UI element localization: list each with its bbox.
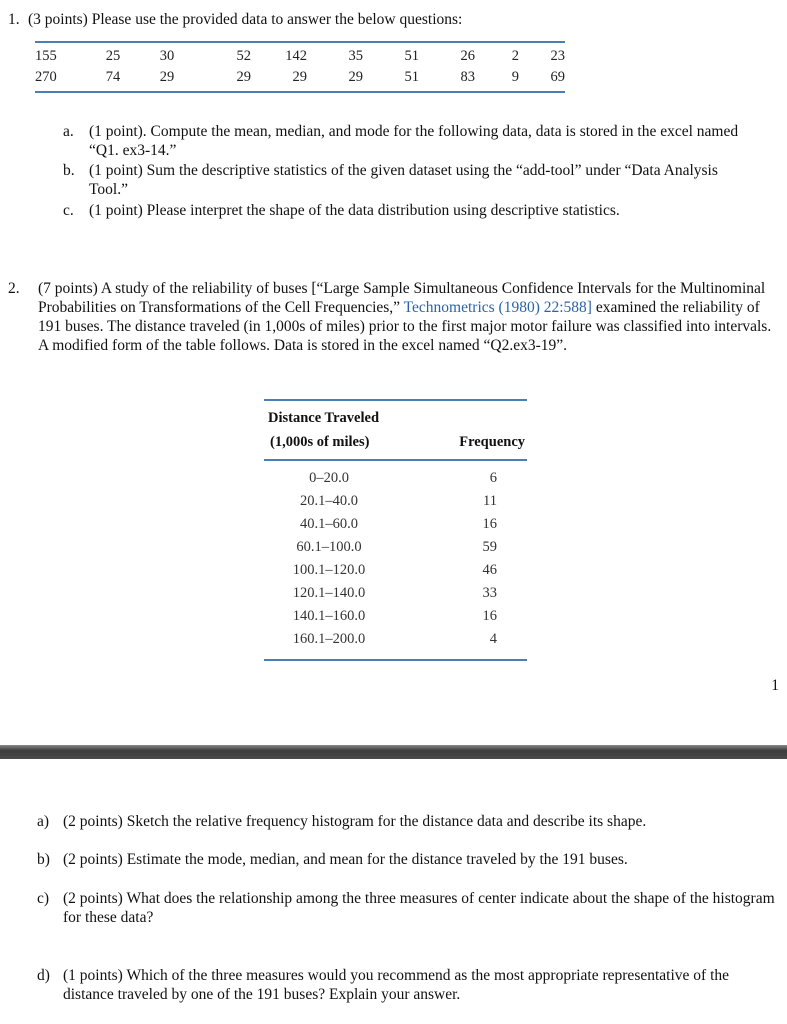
page-number: 1 [771, 677, 779, 694]
question-2-number: 2. [8, 280, 20, 297]
table-row [264, 561, 527, 584]
table-cell: 9 [511, 69, 519, 85]
q2-text-after: examined the reliability of 191 buses. The distance traveled (in 1,000s of miles) prior to the first major motor failure was classified into intervals. A modified form of the table follows. Data is stored in the excel named “Q2.ex3-19”. [38, 299, 772, 354]
sub-text: (1 point) Please interpret the shape of the data distribution using descriptive statistics. [89, 202, 620, 219]
sub-text: (1 point). Compute the mean, median, and mode for the following data, data is stored in the excel named “Q1. ex3-14.” [89, 123, 739, 159]
header-distance-line1: Distance Traveled [268, 410, 380, 426]
sub-label: b. [63, 162, 75, 179]
table-cell: 30 [159, 48, 175, 64]
table-cell: 155 [35, 48, 57, 64]
sub-label: a. [63, 123, 74, 140]
table-top-rule [35, 41, 565, 43]
table-row [35, 46, 565, 67]
table-cell: 51 [404, 48, 419, 64]
table-body [264, 461, 527, 659]
frequency-cell: 59 [482, 539, 497, 555]
distance-frequency-table [264, 399, 527, 661]
sub-text: (1 points) Which of the three measures would you recommend as the most appropriate representative of the distance traveled by one of the 191 buses? Explain your answer. [63, 967, 730, 1003]
header-distance-line2: (1,000s of miles) [270, 434, 370, 450]
frequency-cell: 11 [483, 493, 497, 509]
table-cell: 29 [159, 69, 175, 85]
frequency-cell: 6 [489, 470, 497, 486]
table-row [264, 515, 527, 538]
table-row [264, 607, 527, 630]
table-row [35, 67, 565, 88]
sub-label: c) [37, 890, 50, 907]
question-1-number: 1. [8, 11, 20, 28]
sub-text: (2 points) Estimate the mode, median, and mean for the distance traveled by the 191 buses. [63, 851, 628, 868]
table-cell: 23 [550, 48, 565, 64]
table-cell: 51 [404, 69, 419, 85]
table-row [264, 630, 527, 653]
frequency-cell: 16 [482, 608, 497, 624]
table-cell: 29 [236, 69, 251, 85]
distance-cell: 120.1–140.0 [292, 585, 366, 601]
frequency-cell: 16 [482, 516, 497, 532]
distance-cell: 0–20.0 [309, 470, 349, 486]
header-frequency: Frequency [459, 434, 525, 450]
table-cell: 29 [292, 69, 307, 85]
distance-cell: 140.1–160.0 [292, 608, 366, 624]
page-2 [0, 759, 787, 1024]
table-cell: 25 [105, 48, 121, 64]
table-row [264, 469, 527, 492]
q1-data-table [35, 41, 565, 93]
q2-text-before: (7 points) A study of the reliability of buses [“Large Sample Simultaneous Confidence Intervals for the Multinominal Probabilities on Transformations of the Cell Frequencies,” [38, 280, 766, 316]
table-bottom-rule [35, 91, 565, 93]
table-row [264, 584, 527, 607]
table-row [264, 492, 527, 515]
sub-label: a) [37, 813, 50, 830]
table-bottom-rule [264, 659, 527, 661]
frequency-cell: 46 [482, 562, 497, 578]
page-divider [0, 745, 787, 759]
table-cell: 74 [105, 69, 121, 85]
distance-cell: 40.1–60.0 [300, 516, 358, 532]
table-cell: 69 [550, 69, 565, 85]
table-cell: 2 [511, 48, 519, 64]
sub-text: (2 points) Sketch the relative frequency histogram for the distance data and describe its shape. [63, 813, 647, 830]
sub-label: b) [37, 851, 50, 868]
table-cell: 29 [348, 69, 363, 85]
frequency-cell: 4 [489, 631, 497, 647]
distance-cell: 60.1–100.0 [296, 539, 362, 555]
table-cell: 83 [460, 69, 475, 85]
table-cell: 142 [285, 48, 307, 64]
sub-label: d) [37, 967, 50, 984]
frequency-cell: 33 [482, 585, 497, 601]
distance-cell: 160.1–200.0 [292, 631, 366, 647]
citation-link[interactable]: Technometrics (1980) 22:588] [403, 299, 592, 316]
question-2-text [38, 279, 773, 355]
distance-cell: 20.1–40.0 [300, 493, 358, 509]
table-header [264, 401, 527, 459]
table-cell: 35 [348, 48, 363, 64]
table-cell: 270 [35, 69, 57, 85]
table-cell: 52 [236, 48, 251, 64]
table-row [264, 538, 527, 561]
sub-text: (1 point) Sum the descriptive statistics of the given dataset using the “add-tool” under “Data Analysis Tool.” [89, 162, 718, 198]
sub-label: c. [63, 202, 74, 219]
table-cell: 26 [460, 48, 475, 64]
sub-text: (2 points) What does the relationship among the three measures of center indicate about the shape of the histogram for these data? [63, 890, 775, 926]
question-1-text: (3 points) Please use the provided data to answer the below questions: [28, 11, 463, 28]
distance-cell: 100.1–120.0 [292, 562, 366, 578]
